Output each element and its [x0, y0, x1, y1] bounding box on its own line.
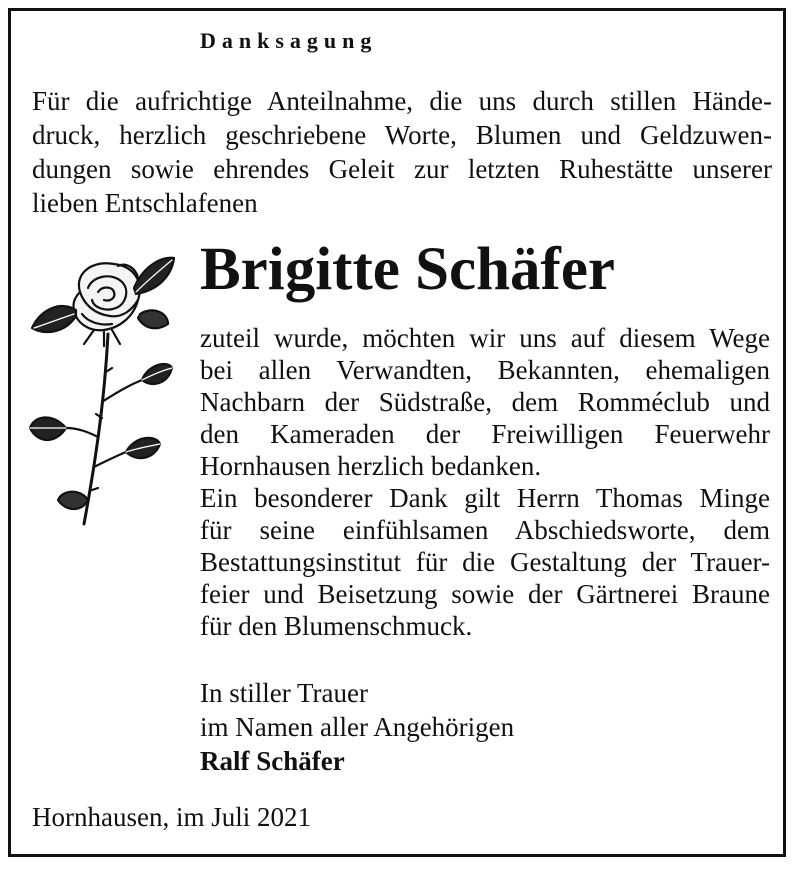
signature-line: im Namen aller Angehörigen	[200, 712, 515, 742]
body-line: Nachbarn der Südstraße, dem Romméclub und	[200, 387, 770, 417]
body-line: für seine einfühlsamen Abschiedsworte, dem	[200, 515, 770, 545]
body-line: feier und Beisetzung sowie der Gärtnerei Braune	[200, 579, 770, 609]
place-date: Hornhausen, im Juli 2021	[32, 802, 311, 832]
rose-icon	[22, 252, 182, 532]
intro-line: Für die aufrichtige Anteilnahme, die uns durch stillen Hände-	[32, 86, 772, 116]
body-line: zuteil wurde, möchten wir uns auf diesem Wege	[200, 323, 770, 353]
body-line: Hornhausen herzlich bedanken.	[200, 451, 542, 481]
intro-line: dungen sowie ehrendes Geleit zur letzten Ruhestätte unserer	[32, 154, 772, 184]
signatory-name: Ralf Schäfer	[200, 746, 345, 776]
body-line: bei allen Verwandten, Bekannten, ehemaligen	[200, 355, 770, 385]
body-line: Bestattungsinstitut für die Gestaltung der Trauer-	[200, 547, 770, 577]
body-paragraph	[200, 322, 770, 642]
deceased-name: Brigitte Schäfer	[200, 236, 615, 303]
intro-line: druck, herzlich geschriebene Worte, Blumen und Geldzuwen-	[32, 120, 772, 150]
intro-paragraph	[32, 84, 772, 220]
body-line: für den Blumenschmuck.	[200, 611, 473, 641]
signature-block	[200, 676, 514, 778]
notice-heading: Danksagung	[200, 28, 378, 53]
body-line: den Kameraden der Freiwilligen Feuerwehr	[200, 419, 770, 449]
body-line: Ein besonderer Dank gilt Herrn Thomas Minge	[200, 483, 770, 513]
intro-line: lieben Entschlafenen	[32, 188, 258, 218]
signature-line: In stiller Trauer	[200, 678, 368, 708]
